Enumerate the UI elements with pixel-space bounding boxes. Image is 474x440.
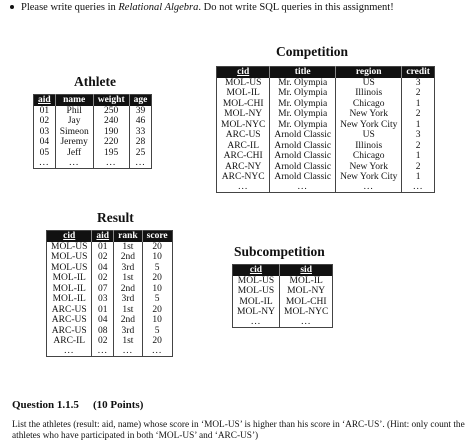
table-row (217, 151, 435, 162)
competition-cell: Chicago (336, 151, 402, 162)
competition-cell: Mr. Olympia (270, 88, 336, 99)
result-cell: MOL-US (51, 252, 88, 262)
table-row (233, 297, 333, 308)
competition-cell: Illinois (336, 141, 402, 152)
athlete-cell: 39 (129, 106, 152, 117)
competition-cell: 3 (402, 78, 435, 89)
result-cell: 04 (92, 263, 114, 274)
competition-cell: New York City (336, 172, 402, 183)
athlete-cell: 190 (93, 127, 129, 138)
competition-cell: 2 (402, 141, 435, 152)
instruction-line (10, 2, 394, 13)
table-row (217, 183, 435, 193)
competition-cell: MOL-CHI (222, 98, 264, 109)
result-col-3-header: score (142, 231, 172, 242)
competition-cell: MOL-US (224, 77, 262, 88)
competition-cell: Mr. Olympia (270, 120, 336, 131)
result-cell: ... (142, 347, 172, 357)
table-row (47, 284, 173, 295)
subcompetition-cell: MOL-NY (237, 307, 275, 317)
competition-cell: ARC-US (225, 130, 261, 140)
athlete-cell: Jeremy (55, 137, 93, 148)
table-row (47, 242, 173, 253)
competition-header-row (217, 67, 435, 78)
result-cell: 3rd (114, 263, 143, 274)
athlete-cell: 240 (93, 116, 129, 127)
table-row (47, 326, 173, 337)
subcompetition-cell: MOL-NY (280, 286, 333, 297)
result-cell: 02 (92, 252, 114, 263)
competition-cell: MOL-IL (226, 88, 260, 98)
table-row (34, 127, 152, 138)
result-col-2-header: rank (114, 231, 143, 242)
athlete-col-3-header: age (129, 95, 152, 106)
table-row (34, 148, 152, 159)
competition-cell: New York City (336, 120, 402, 131)
table-row (217, 141, 435, 152)
result-cell: MOL-US (51, 262, 88, 273)
result-cell: 1st (114, 273, 143, 284)
competition-cell: Arnold Classic (270, 141, 336, 152)
result-cell: 04 (92, 315, 114, 326)
result-cell: MOL-IL (52, 273, 86, 283)
competition-cell: Arnold Classic (270, 130, 336, 141)
subcompetition-cell: MOL-IL (280, 276, 333, 287)
table-row (34, 158, 152, 168)
subcompetition-cell: MOL-US (237, 286, 275, 296)
result-cell: ... (92, 347, 114, 357)
competition-cell: Arnold Classic (270, 172, 336, 183)
athlete-cell: Jeff (55, 148, 93, 159)
table-row (217, 88, 435, 99)
instruction-post: . Do not write SQL queries in this assignment! (198, 2, 394, 13)
result-cell: 2nd (114, 284, 143, 295)
table-row (34, 106, 152, 117)
result-cell: 10 (142, 284, 172, 295)
result-cell: 20 (142, 305, 172, 316)
competition-cell: Mr. Olympia (270, 99, 336, 110)
athlete-cell: ... (39, 157, 50, 168)
result-cell: 10 (142, 252, 172, 263)
competition-cell: 2 (402, 109, 435, 120)
result-cell: ... (114, 347, 143, 357)
subcompetition-title: Subcompetition (234, 244, 325, 259)
subcompetition-cell: ... (280, 318, 333, 328)
subcompetition-col-1-header: sid (280, 265, 333, 276)
athlete-title: Athlete (74, 74, 116, 89)
competition-cell: MOL-NY (224, 109, 263, 119)
competition-col-3-header: credit (402, 67, 435, 78)
athlete-cell: 33 (129, 127, 152, 138)
result-cell: 07 (92, 284, 114, 295)
competition-col-0-header: cid (217, 67, 270, 78)
competition-cell: New York (336, 109, 402, 120)
athlete-cell: 46 (129, 116, 152, 127)
result-cell: 02 (92, 336, 114, 347)
competition-cell: US (336, 130, 402, 141)
athlete-cell: 28 (129, 137, 152, 148)
athlete-cell: 01 (39, 105, 50, 116)
competition-cell: 1 (402, 151, 435, 162)
table-row (47, 315, 173, 326)
table-row (34, 116, 152, 127)
table-row (47, 347, 173, 357)
result-cell: 20 (142, 273, 172, 284)
competition-cell: ARC-IL (227, 140, 259, 151)
question-points: (10 Points) (92, 399, 144, 411)
table-row (217, 78, 435, 89)
result-cell: MOL-IL (52, 283, 86, 294)
result-cell: ARC-US (51, 325, 87, 336)
result-cell: 08 (92, 326, 114, 337)
table-row (233, 276, 333, 287)
athlete-table (33, 94, 152, 169)
result-header-row (47, 231, 173, 242)
competition-cell: Mr. Olympia (270, 78, 336, 89)
result-cell: MOL-US (51, 241, 88, 252)
competition-cell: MOL-NYC (221, 119, 266, 130)
subcompetition-cell: ... (250, 317, 262, 328)
athlete-header-row (34, 95, 152, 106)
result-cell: MOL-IL (52, 294, 86, 304)
subcompetition-table (232, 264, 333, 328)
competition-cell: 2 (402, 162, 435, 173)
table-row (47, 294, 173, 305)
competition-cell: 1 (402, 120, 435, 131)
athlete-cell: 220 (93, 137, 129, 148)
athlete-cell: 03 (39, 126, 50, 137)
competition-col-1-header: title (270, 67, 336, 78)
result-table (46, 230, 173, 357)
competition-cell: Illinois (336, 88, 402, 99)
table-row (217, 130, 435, 141)
competition-cell: 1 (402, 99, 435, 110)
question-heading (12, 399, 143, 411)
result-col-1-header: aid (92, 231, 114, 242)
table-row (217, 120, 435, 131)
table-row (233, 307, 333, 318)
table-row (217, 172, 435, 183)
subcompetition-cell: MOL-CHI (280, 297, 333, 308)
competition-cell: New York (336, 162, 402, 173)
result-cell: 02 (92, 273, 114, 284)
table-row (47, 305, 173, 316)
competition-cell: ... (336, 183, 402, 193)
result-cell: ... (64, 346, 75, 357)
result-cell: 2nd (114, 315, 143, 326)
competition-cell: ... (270, 183, 336, 193)
result-cell: 3rd (114, 294, 143, 305)
result-cell: 5 (142, 294, 172, 305)
athlete-cell: 02 (39, 116, 50, 126)
athlete-cell: 195 (93, 148, 129, 159)
table-row (233, 318, 333, 328)
competition-cell: ARC-NYC (221, 172, 265, 182)
athlete-col-0-header: aid (34, 95, 56, 106)
table-row (47, 273, 173, 284)
athlete-cell: 05 (39, 147, 50, 158)
result-cell: ARC-US (51, 315, 87, 325)
result-cell: 5 (142, 263, 172, 274)
table-row (47, 252, 173, 263)
result-cell: ARC-US (51, 304, 87, 315)
subcompetition-header-row (233, 265, 333, 276)
result-cell: 1st (114, 242, 143, 253)
table-row (217, 99, 435, 110)
result-cell: ARC-IL (53, 336, 86, 346)
athlete-cell: 25 (129, 148, 152, 159)
result-cell: 01 (92, 242, 114, 253)
competition-cell: Arnold Classic (270, 162, 336, 173)
question-number: Question 1.1.5 (12, 399, 79, 411)
table-row (47, 336, 173, 347)
athlete-cell: Jay (55, 116, 93, 127)
table-row (47, 263, 173, 274)
athlete-cell: ... (129, 158, 152, 168)
table-row (217, 109, 435, 120)
competition-cell: 2 (402, 88, 435, 99)
subcompetition-cell: MOL-NYC (280, 307, 333, 318)
question-text: List the athletes (result: aid, name) whose score in ‘MOL-US’ is higher than his score in ‘ARC-US’. (Hint: only count the athletes who have participated in both ‘MOL-US’ and ‘ARC-US’) (12, 420, 465, 440)
competition-table (216, 66, 435, 193)
competition-cell: US (336, 78, 402, 89)
result-cell: 1st (114, 305, 143, 316)
subcompetition-col-0-header: cid (233, 265, 280, 276)
subcompetition-cell: MOL-US (237, 275, 275, 286)
competition-cell: ... (238, 182, 249, 193)
competition-cell: ARC-CHI (223, 151, 263, 161)
result-cell: 3rd (114, 326, 143, 337)
subcompetition-cell: MOL-IL (239, 296, 273, 307)
athlete-cell: 04 (39, 137, 50, 147)
table-row (34, 137, 152, 148)
result-cell: 5 (142, 326, 172, 337)
athlete-cell: ... (55, 158, 93, 168)
result-cell: 1st (114, 336, 143, 347)
athlete-col-1-header: name (55, 95, 93, 106)
instruction-emphasis: Relational Algebra (118, 2, 199, 13)
athlete-cell: 250 (93, 106, 129, 117)
competition-cell: ARC-NY (224, 161, 262, 172)
competition-title: Competition (276, 44, 348, 59)
competition-cell: 1 (402, 172, 435, 183)
table-row (233, 286, 333, 297)
bullet-icon (10, 5, 14, 9)
result-cell: 03 (92, 294, 114, 305)
table-row (217, 162, 435, 173)
result-cell: 10 (142, 315, 172, 326)
athlete-cell: ... (93, 158, 129, 168)
competition-cell: 3 (402, 130, 435, 141)
result-cell: 2nd (114, 252, 143, 263)
competition-cell: ... (402, 183, 435, 193)
athlete-col-2-header: weight (93, 95, 129, 106)
result-cell: 01 (92, 305, 114, 316)
competition-cell: Mr. Olympia (270, 109, 336, 120)
result-title: Result (97, 210, 134, 225)
result-cell: 20 (142, 242, 172, 253)
competition-col-2-header: region (336, 67, 402, 78)
result-col-0-header: cid (47, 231, 92, 242)
result-cell: 20 (142, 336, 172, 347)
athlete-cell: Simeon (55, 127, 93, 138)
competition-cell: Chicago (336, 99, 402, 110)
competition-cell: Arnold Classic (270, 151, 336, 162)
athlete-cell: Phil (55, 106, 93, 117)
instruction-pre: Please write queries in (21, 2, 119, 13)
